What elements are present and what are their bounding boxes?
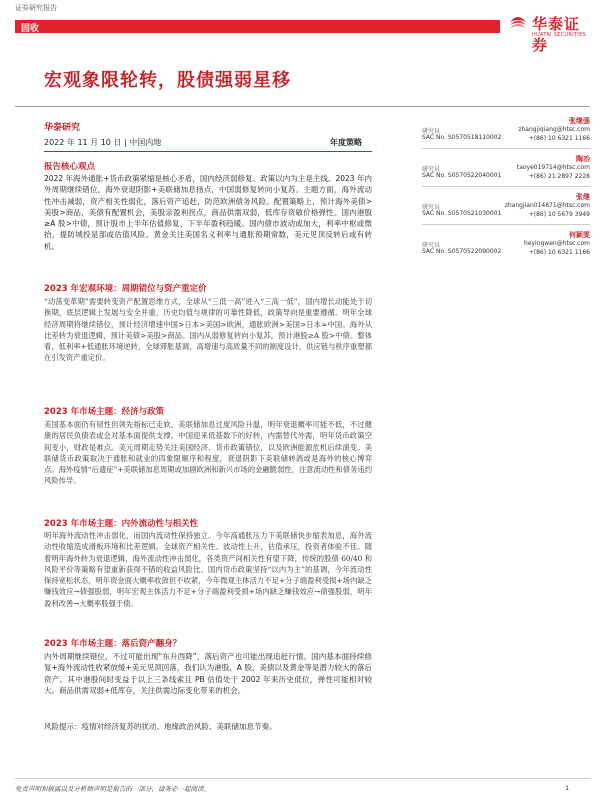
section-body-lagging-assets: 内外周期继续错位，不过可能出现“东升西降”，落后资产也可能出现追赶行情。国内基本面持续修复+海外流动性收紧放缓+美元见顶回落，我们认为港股、A 股、美债以及黄金等是潜力较大的落后资产。其中港股间时变益于以上三条线索且 PB 估值处于 2002 年来历史低位，弹性可能相对较大。商品供需双弱+低库存，关注供需边际变化带来的机会。: [44, 652, 372, 695]
section-heading-macro: 2023 年宏观环境：周期错位与资产重定价: [44, 284, 207, 294]
section-body-core-view: 2022 年海外通胀+货币政策紧缩是核心矛盾，国内经济弱修复、政策以内为主是主线。2023 年内外周期继续错位，海外衰退阴影+美联储加息扬点，中国弱修复转向小复苏。主题方面，海外流动性冲击减弱，资产相关性弱化，落后资产追赶，防范欧洲债务风险。配置策略上，预计海外美债>美股>商品，美债有配置机会，美股亲盈利拐点，商品供需双弱，低库存资敏价格弹性。国内港股≥A 股>中债，预计股市上半年估值修复，下半年盈利趋暖。国内债市波动或加大，利率中枢或微抬，提防城投是部或估值风险。黄金关注美国名义利率与通胀预期常数，美元见顶反转后或有转机。: [44, 174, 372, 251]
analyst-name: 张继: [576, 193, 590, 201]
section-heading-liquidity: 2023 年市场主题：内外流动性与相关性: [44, 519, 199, 529]
brand-logo: [508, 12, 590, 54]
analyst-phone: +(86) 10 6321 1166: [528, 249, 590, 256]
analyst-phone: +(86) 21 2897 2228: [528, 173, 590, 180]
analyst-name: 张继强: [569, 117, 590, 125]
analyst-email[interactable]: taoye019714@htsc.com: [516, 164, 590, 171]
logo-text-cn: 华泰证券: [532, 15, 581, 54]
analyst-panel: [422, 116, 590, 286]
logo-mark-icon: [508, 12, 528, 32]
divider: [422, 148, 590, 149]
analyst-sac: SAC No. S0570518110002: [422, 134, 502, 141]
analyst-name: 陶冶: [576, 155, 590, 163]
section-body-economy-policy: 美国基本面仍有韧性但领先指标已走软，美联储加息过度风险升温，明年衰退概率可能不低，不过健康的居民负债表或会对基本面提供支撑。中国迎来低基数下的好转，内需替代外需，明年货币政策空间变小，财政是难点。美元周期走势关注美国经济、货币政策错位，以及欧洲能源危机后续演变。美联储货币政策取决于通胀和就业的四象限顺序和程度，衰退阴影下美联储转鸽或是海外的核心博弈点。海外疫情“后遗症”+美联储加息周期或加剧欧洲和新兴市场的金融脆弱性，注意流动性和债务违约风险传导。: [44, 420, 372, 486]
logo-text-en: HUATAI SECURITIES: [532, 32, 586, 38]
analyst-role: 研究员: [422, 128, 441, 135]
analyst-email[interactable]: zhangjiqiang@htsc.com: [518, 126, 590, 133]
report-title: 宏观象限轮转，股债强弱星移: [44, 70, 291, 91]
analyst-email[interactable]: zhangjian014871@htsc.com: [504, 202, 590, 209]
analyst-role: 研究员: [422, 242, 441, 249]
divider: [422, 224, 590, 225]
analyst-sac: SAC No. S0570522040001: [422, 172, 502, 179]
section-body-macro: “动荡变革期”需要转变资产配置思维方式，全球从“三低一高”进入“三高一低”，国内增长动能处于切换期，底层逻辑上发展与安全并重，历史均值与规律的可靠性降低，政策导向是重要遵循。明年全球经济周期将继续错位，预计经济增速中国>日本>美国>欧洲，通胀欧洲>美国>日本≈中国。海外从比差转为衰退逻辑，预计美债>美股>商品。国内从弱修复转向小复苏，预计港股≥A 股>中债。整体看，低利率+低通胀环境逆转，全球滞胀基调，高增速与高质量不同的制度设计、供应链与秩序重塑都在引发资产重定价。: [44, 297, 372, 363]
section-heading-lagging-assets: 2023 年市场主题：落后资产翻身？: [44, 639, 182, 649]
section-banner: [15, 20, 500, 33]
page-number: 1: [565, 784, 570, 792]
report-category: 年度策略: [330, 138, 362, 147]
report-type-label: 证券研究报告: [15, 4, 57, 12]
analyst-role: 研究员: [422, 204, 441, 211]
section-body-liquidity: 明年海外流动性冲击弱化，而国内流动性保持独立。今年高通胀压力下美联储快步缩表加息，海外流动性收缩造成滑板环境和比差逻辑，全球资产相关性、波动性上升，估值承压，投资者体验不佳。随着明年海外转为衰退逻辑，海外流动性冲击弱化，各类资产间相关性有望下降，传统的股债 60/40 和风险平价等策略有望重新获得不错的收益风险比。国内货币政策坚持“以内为主”的基调，今年流动性保持宽松状态，明年资金面大概率收敛但不收紧，今年微观主体活力不足+分子端盈利受损+场内缺乏赚钱效应→债强股弱，明年宏观主体活力不足+分子端盈利受损+场内缺乏赚钱效应→债强股弱，明年盈利改善→大概率股强于债。: [44, 531, 372, 608]
footer-divider: [15, 778, 590, 779]
divider: [44, 151, 372, 152]
analyst-sac: SAC No. S0570522090002: [422, 248, 502, 255]
analyst-email[interactable]: heyingwen@htsc.com: [523, 240, 590, 247]
risk-notice: 风险提示：疫情对经济复苏的扰动、地缘政治风险、美联储加息节奏。: [44, 722, 277, 731]
analyst-role: 研究员: [422, 166, 441, 173]
divider: [15, 106, 590, 107]
analyst-phone: +(86) 10 6321 1166: [528, 135, 590, 142]
analyst-phone: +(86) 10 5679 3949: [528, 211, 590, 218]
section-heading-core-view: 报告核心观点: [44, 162, 96, 172]
divider: [422, 186, 590, 187]
analyst-sac: SAC No. S0570521030001: [422, 210, 502, 217]
footer-disclaimer: 免责声明和披露以及分析师声明是报告的一部分，请务必一起阅读。: [15, 785, 210, 793]
section-heading-economy-policy: 2023 年市场主题：经济与政策: [44, 407, 165, 417]
org-name: 华泰研究: [44, 123, 81, 133]
section-tag: 固收: [21, 24, 40, 34]
analyst-name: 何颖雯: [569, 231, 590, 239]
dateline: 2022 年 11 月 10 日 | 中国内地: [44, 138, 162, 147]
